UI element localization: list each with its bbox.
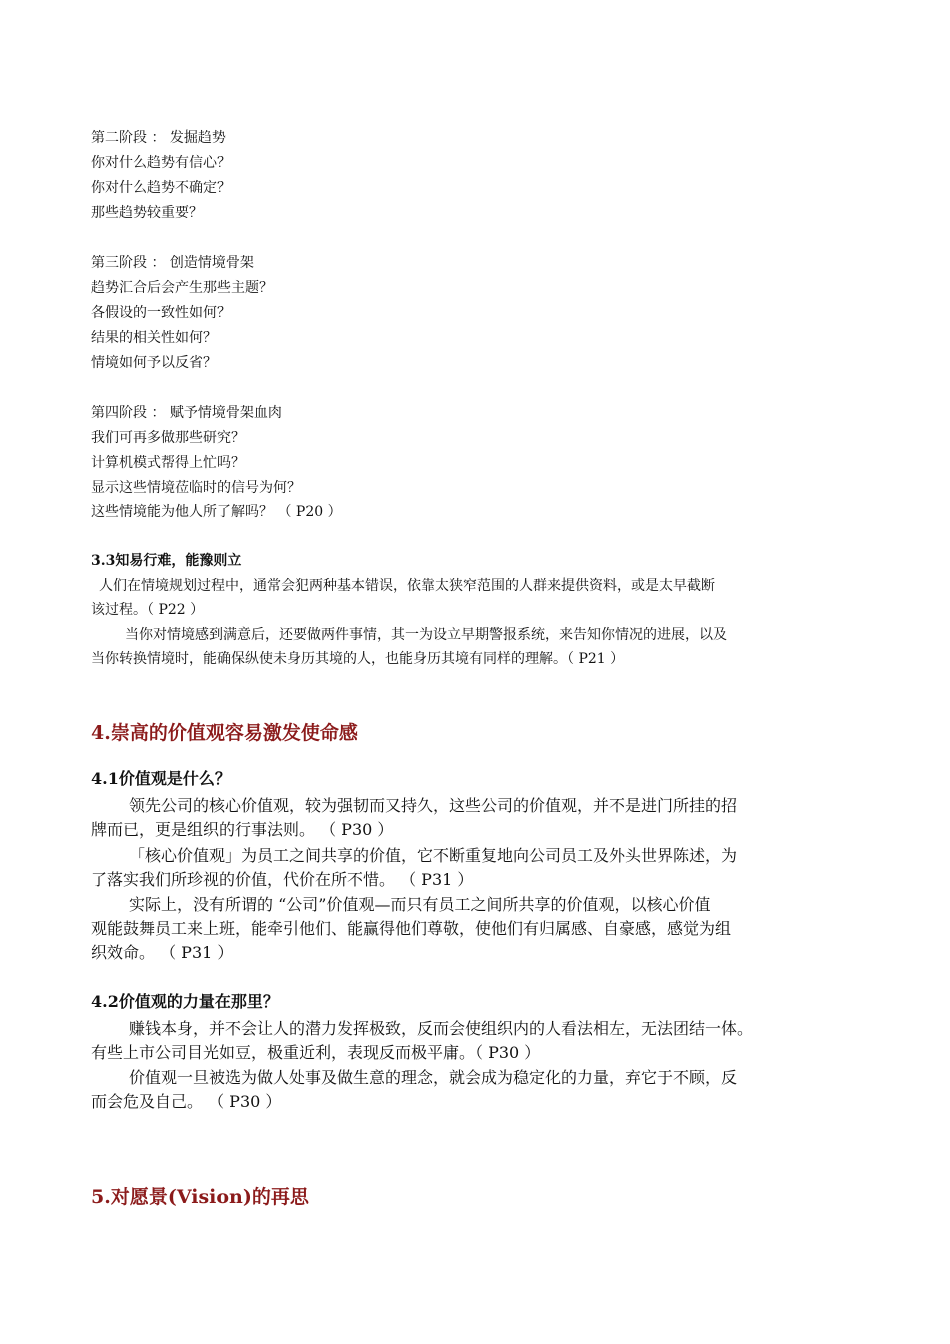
paragraph-line: 了落实我们所珍视的价值，代价在所不惜。 （ P31 ）	[91, 870, 474, 889]
stage4-question-3: 显示这些情境莅临时的信号为何？	[91, 480, 301, 496]
paragraph-line: 织效命。 （ P31 ）	[91, 943, 234, 962]
paragraph-line: 赚钱本身，并不会让人的潜力发挥极致，反而会使组织内的人看法相左，无法团结一体。	[129, 1019, 754, 1038]
section-4-1-paragraph-3	[91, 893, 871, 965]
section-4-1-paragraph-1	[91, 794, 871, 842]
section-3-3-paragraph-2	[91, 623, 871, 671]
paragraph-line: 「核心价值观」为员工之间共享的价值，它不断重复地向公司员工及外头世界陈述，为	[129, 846, 738, 865]
stage3-title: 第三阶段 ： 创造情境骨架	[91, 255, 254, 271]
paragraph-line: 当你转换情境时，能确保纵使未身历其境的人，也能身历其境有同样的理解。（ P21 ）	[91, 651, 625, 667]
stage2-question-2: 你对什么趋势不确定？	[91, 180, 231, 196]
paragraph-line: 观能鼓舞员工来上班，能牵引他们、能赢得他们尊敬，使他们有归属感、自豪感，感觉为组	[91, 919, 732, 938]
paragraph-line: 牌而已，更是组织的行事法则。 （ P30 ）	[91, 820, 394, 839]
paragraph-line: 有些上市公司目光如豆，极重近利，表现反而极平庸。（ P30 ）	[91, 1043, 541, 1062]
section-4-2-heading: 4.2价值观的力量在那里？	[91, 992, 279, 1011]
section-4-2-paragraph-1	[91, 1017, 871, 1065]
stage3-question-2: 各假设的一致性如何？	[91, 305, 231, 321]
stage4-question-2: 计算机模式帮得上忙吗？	[91, 455, 245, 471]
stage2-question-1: 你对什么趋势有信心？	[91, 155, 231, 171]
paragraph-line: 当你对情境感到满意后，还要做两件事情，其一为设立早期警报系统，来告知你情况的进展，以及	[125, 627, 727, 643]
paragraph-line: 价值观一旦被选为做人处事及做生意的理念，就会成为稳定化的力量，弃它于不顾，反	[129, 1068, 738, 1087]
stage4-question-1: 我们可再多做那些研究？	[91, 430, 245, 446]
stage4-title: 第四阶段 ： 赋予情境骨架血肉	[91, 405, 282, 421]
paragraph-line: 而会危及自己。 （ P30 ）	[91, 1092, 282, 1111]
stage2-question-3: 那些趋势较重要？	[91, 205, 203, 221]
section-3-3-heading: 3.3知易行难，能豫则立	[91, 553, 242, 569]
section-4-heading: 4.崇高的价值观容易激发使命感	[91, 722, 358, 744]
paragraph-line: 领先公司的核心价值观，较为强韧而又持久，这些公司的价值观，并不是进门所挂的招	[129, 796, 738, 815]
section-4-2-paragraph-2	[91, 1066, 871, 1114]
section-4-1-heading: 4.1价值观是什么？	[91, 769, 231, 788]
stage3-question-4: 情境如何予以反省？	[91, 355, 217, 371]
stage3-question-3: 结果的相关性如何？	[91, 330, 217, 346]
section-3-3-paragraph-1	[91, 574, 871, 622]
stage2-title: 第二阶段 ： 发掘趋势	[91, 130, 226, 146]
paragraph-line: 实际上，没有所谓的 “公司”价值观—而只有员工之间所共享的价值观，以核心价值	[129, 895, 711, 914]
section-5-heading: 5.对愿景(Vision)的再思	[91, 1186, 309, 1208]
paragraph-line: 该过程。（ P22 ）	[91, 602, 205, 618]
section-4-1-paragraph-2	[91, 844, 871, 892]
stage3-question-1: 趋势汇合后会产生那些主题？	[91, 280, 273, 296]
paragraph-line: 人们在情境规划过程中，通常会犯两种基本错误，依靠太狭窄范围的人群来提供资料，或是太早截断	[99, 578, 715, 594]
stage4-question-4: 这些情境能为他人所了解吗？ （ P20 ）	[91, 504, 342, 520]
